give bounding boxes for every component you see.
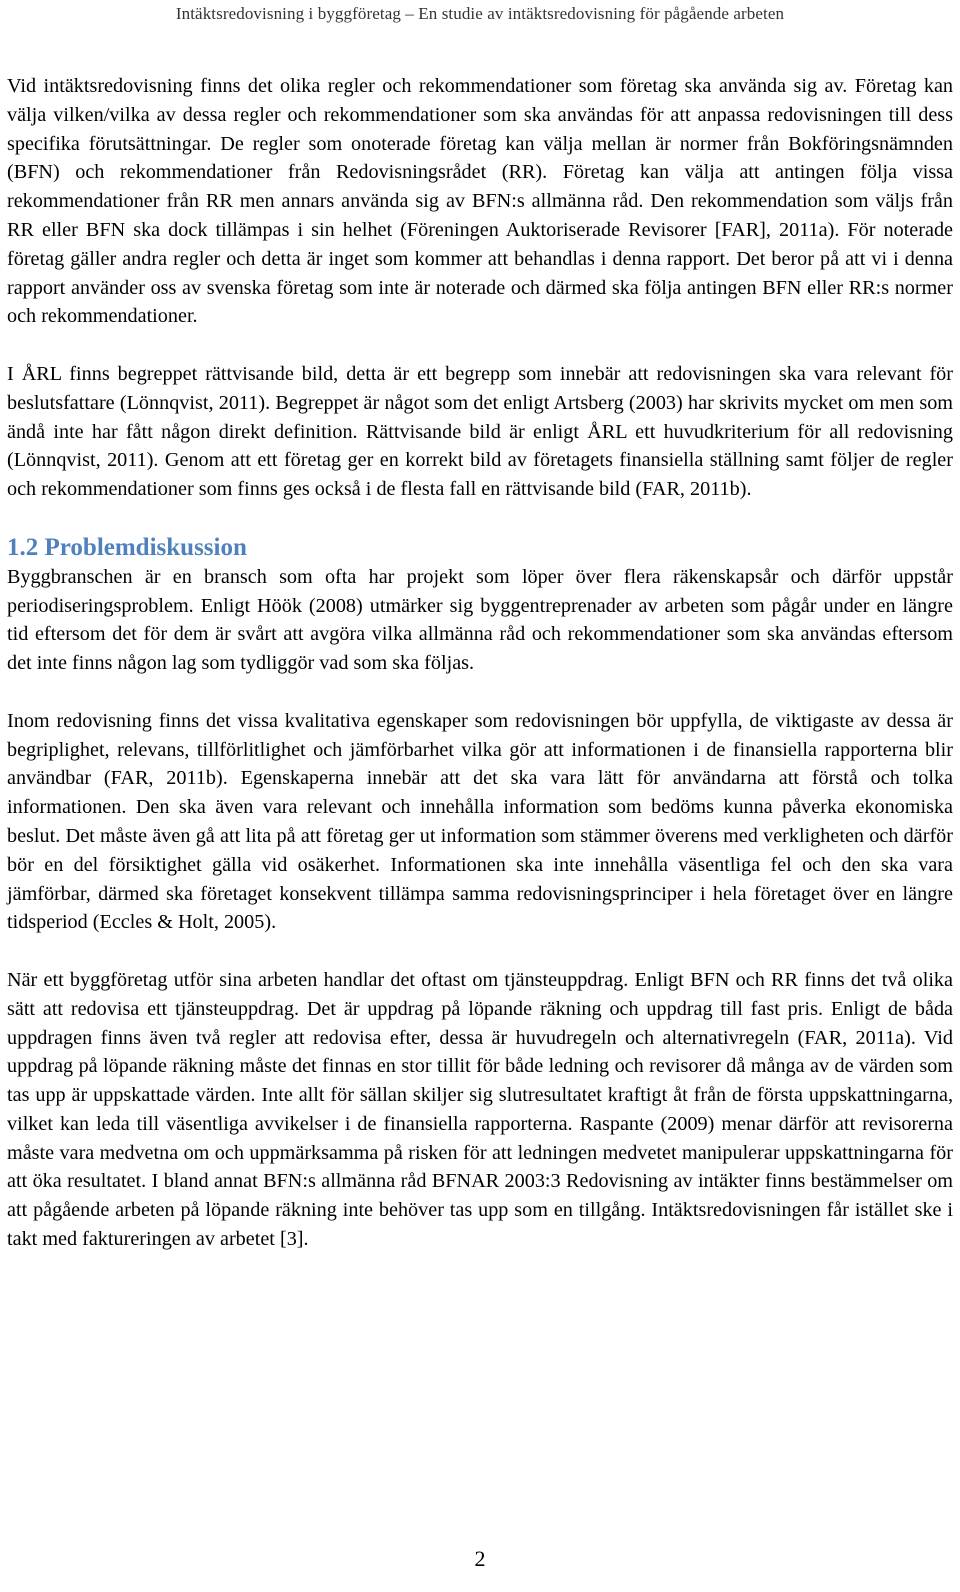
paragraph-tjansteuppdrag: När ett byggföretag utför sina arbeten handlar det oftast om tjänsteuppdrag. Enligt BFN och RR finns det två olika sätt att redovisa ett tjänsteuppdrag. Det är uppdrag på löpande räkning och uppdrag till fast pris. Enligt de båda uppdragen finns även två regler att redovisa efter, dessa är huvudregeln och alternativregeln (FAR, 2011a). Vid uppdrag på löpande räkning måste det finnas en stor tillit för både ledning och revisorer då många av de värden som tas upp är uppskattade värden. Inte allt för sällan skiljer sig slutresultatet kraftigt åt från de första uppskattningarna, vilket kan leda till väsentliga avvikelser i de finansiella rapporterna. Raspante (2009) menar därför att revisorerna måste vara medvetna om och uppmärksamma på risken för att ledningen medvetet manipulerar uppskattningarna för att öka resultatet. I bland annat BFN:s allmänna råd BFNAR 2003:3 Redovisning av intäkter finns bestämmelser om att pågående arbeten på löpande räkning inte behöver tas upp som en tillgång. Intäktsredovisningen får istället ske i takt med faktureringen av arbetet [3]. — [7, 968, 953, 1251]
paragraph-regler: Vid intäktsredovisning finns det olika regler och rekommendationer som företag ska använda sig av. Företag kan välja vilken/vilka av dessa regler och rekommendationer som ska användas för att anpassa redovisningen till dess specifika förutsättningar. De regler som onoterade företag kan välja mellan är normer från Bokföringsnämnden (BFN) och rekommendationer från Redovisningsrådet (RR). Företag kan välja att antingen följa vissa rekommendationer från RR men annars använda sig av BFN:s allmänna råd. Den rekommendation som väljs från RR eller BFN ska dock tillämpas i sin helhet (Föreningen Auktoriserade Revisorer [FAR], 2011a). För noterade företag gäller andra regler och detta är inget som kommer att behandlas i denna rapport. Det beror på att vi i denna rapport använder oss av svenska företag som inte är noterade och därmed ska följa antingen BFN eller RR:s normer och rekommendationer. — [7, 75, 953, 328]
paragraph-kvalitativa-egenskaper: Inom redovisning finns det vissa kvalitativa egenskaper som redovisningen bör uppfylla, de viktigaste av dessa är begriplighet, relevans, tillförlitlighet och jämförbarhet vilka gör att informationen i de finansiella rapporterna blir användbar (FAR, 2011b). Egenskaperna innebär att det ska vara lätt för användarna att förstå och tolka informationen. Den ska även vara relevant och innehålla information som bedöms kunna påverka ekonomiska beslut. Det måste även gå att lita på att företag ger ut information som stämmer överens med verkligheten och därför bör en del försiktighet gälla vid osäkerhet. Informationen ska inte innehålla väsentliga fel och den ska vara jämförbar, därmed ska företaget konsekvent tillämpa samma redovisningsprinciper i hela företaget över en längre tidsperiod (Eccles & Holt, 2005). — [7, 709, 953, 934]
document-body — [7, 72, 953, 1283]
section-heading-problemdiskussion: 1.2 Problemdiskussion — [7, 533, 247, 561]
paragraph-rattvisande-bild: I ÅRL finns begreppet rättvisande bild, detta är ett begrepp som innebär att redovisningen ska vara relevant för beslutsfattare (Lönnqvist, 2011). Begreppet är något som det enligt Artsberg (2003) har skrivits mycket om men som ändå inte har fått någon direkt definition. Rättvisande bild är enligt ÅRL ett huvudkriterium för all redovisning (Lönnqvist, 2011). Genom att ett företag ger en korrekt bild av företagets finansiella ställning samt följer de regler och rekommendationer som finns ges också i de flesta fall en rättvisande bild (FAR, 2011b). — [7, 362, 953, 501]
paragraph-byggbranschen: Byggbranschen är en bransch som ofta har projekt som löper över flera räkenskapsår och därför uppstår periodiseringsproblem. Enligt Höök (2008) utmärker sig byggentreprenader av arbeten som pågår under en längre tid eftersom det för dem är svårt att avgöra vilka allmänna råd och rekommendationer som ska användas eftersom det inte finns någon lag som tydliggör vad som ska följas. — [7, 565, 953, 675]
page-number: 2 — [474, 1546, 486, 1571]
running-header: Intäktsredovisning i byggföretag – En studie av intäktsredovisning för pågående arbeten — [175, 4, 785, 23]
